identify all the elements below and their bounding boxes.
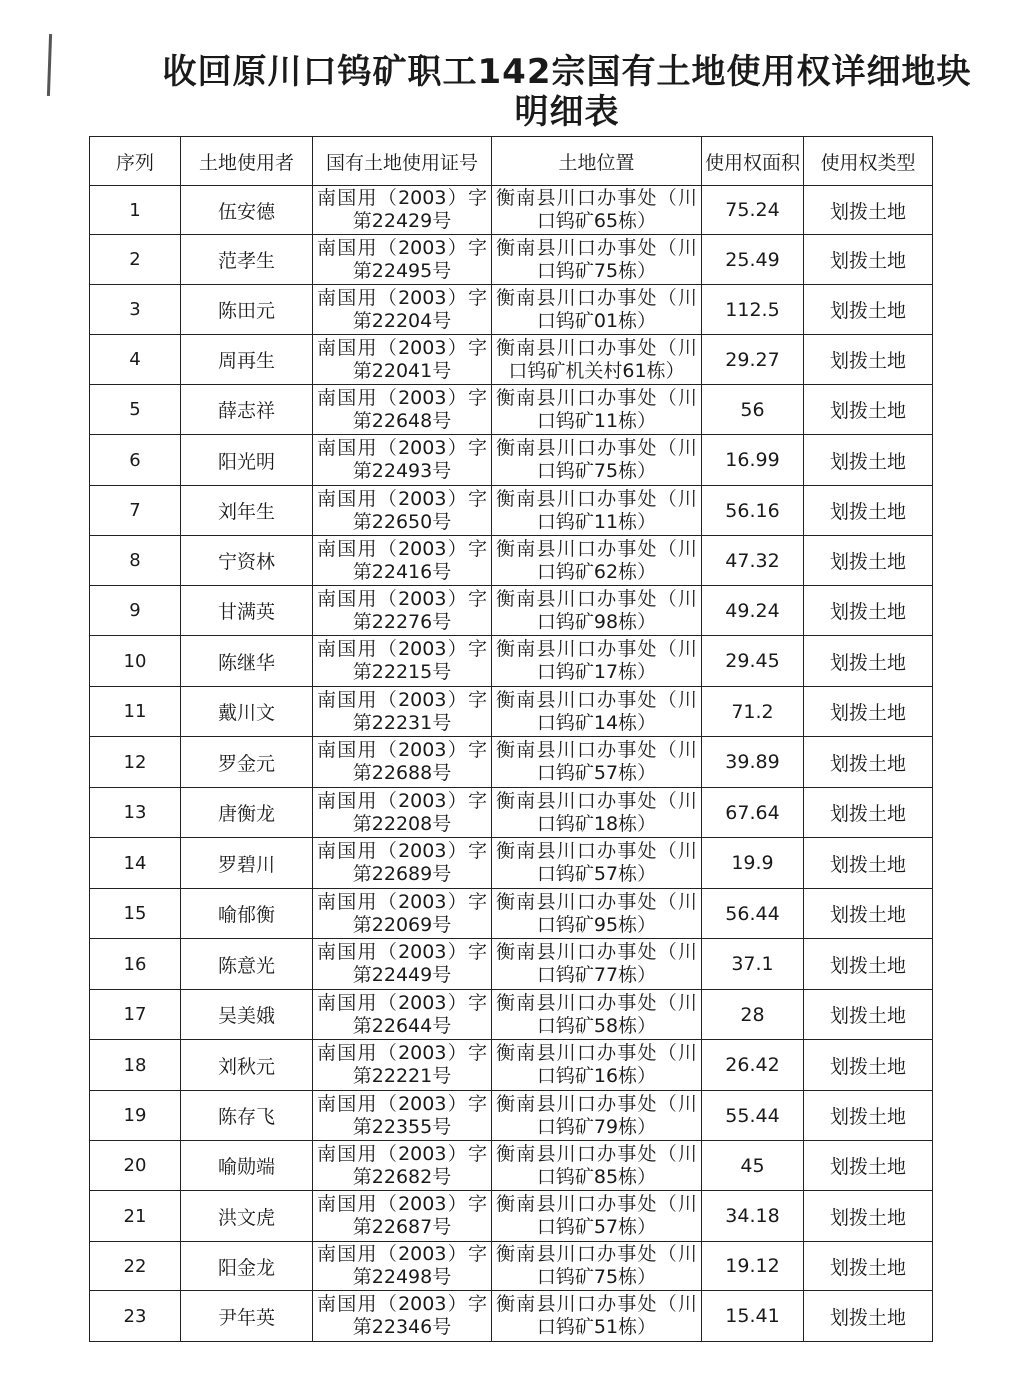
cell-user: 范孝生	[181, 235, 313, 285]
table-row	[90, 486, 933, 536]
cell-user: 陈意光	[181, 939, 313, 990]
location-line-2: 口钨矿75栋）	[536, 1266, 657, 1288]
location-line-1: 衡南县川口办事处（川	[496, 638, 697, 660]
location-line-2: 口钨矿75栋）	[536, 259, 657, 282]
cell-area: 56	[702, 385, 804, 435]
cell-area: 15.41	[702, 1291, 804, 1342]
cert-line-1: 南国用（2003）字	[317, 991, 487, 1014]
cell-type: 划拨土地	[804, 1040, 933, 1091]
cell-user: 洪文虎	[181, 1191, 313, 1242]
cell-cert	[313, 435, 492, 486]
location-line-2: 口钨矿16栋）	[536, 1065, 657, 1087]
cert-line-1: 南国用（2003）字	[317, 236, 487, 259]
col-header-seq: 序列	[90, 137, 181, 186]
land-table	[89, 136, 933, 1342]
cell-location	[492, 186, 702, 235]
location-line-1: 衡南县川口办事处（川	[496, 991, 697, 1014]
cell-seq: 16	[90, 939, 181, 990]
cell-seq: 22	[90, 1242, 181, 1291]
cell-area: 67.64	[702, 788, 804, 838]
cell-location	[492, 536, 702, 586]
cell-area: 37.1	[702, 939, 804, 990]
cell-user: 陈存飞	[181, 1091, 313, 1141]
location-line-2: 口钨矿57栋）	[536, 762, 657, 784]
table-row	[90, 335, 933, 385]
cert-line-1: 南国用（2003）字	[317, 386, 487, 409]
table-row	[90, 385, 933, 435]
cell-seq: 10	[90, 636, 181, 687]
cell-type: 划拨土地	[804, 186, 933, 235]
cell-location	[492, 435, 702, 486]
cert-line-1: 南国用（2003）字	[317, 1142, 487, 1165]
cell-seq: 2	[90, 235, 181, 285]
cell-location	[492, 737, 702, 788]
table-row	[90, 687, 933, 737]
cell-area: 26.42	[702, 1040, 804, 1091]
location-line-2: 口钨矿75栋）	[536, 460, 657, 482]
cert-line-2: 第22215号	[352, 661, 452, 683]
cell-seq: 12	[90, 737, 181, 788]
cell-user: 刘秋元	[181, 1040, 313, 1091]
cell-location	[492, 1040, 702, 1091]
cell-user: 薛志祥	[181, 385, 313, 435]
cell-cert	[313, 1141, 492, 1191]
location-line-1: 衡南县川口办事处（川	[496, 537, 697, 560]
cell-type: 划拨土地	[804, 889, 933, 939]
cell-location	[492, 385, 702, 435]
table-row	[90, 536, 933, 586]
cell-location	[492, 486, 702, 536]
location-line-2: 口钨矿77栋）	[536, 964, 657, 986]
location-line-2: 口钨矿98栋）	[536, 610, 657, 633]
cell-location	[492, 335, 702, 385]
cell-location	[492, 939, 702, 990]
cell-cert	[313, 1191, 492, 1242]
title-line-2: 明细表	[514, 92, 620, 132]
cert-line-2: 第22495号	[352, 259, 452, 282]
cell-location	[492, 636, 702, 687]
cell-user: 喻勋端	[181, 1141, 313, 1191]
cell-location	[492, 1242, 702, 1291]
table-row	[90, 1040, 933, 1091]
cell-area: 112.5	[702, 285, 804, 335]
cell-user: 周再生	[181, 335, 313, 385]
cert-line-1: 南国用（2003）字	[317, 286, 487, 309]
cell-area: 39.89	[702, 737, 804, 788]
cell-type: 划拨土地	[804, 385, 933, 435]
cell-type: 划拨土地	[804, 536, 933, 586]
cell-area: 75.24	[702, 186, 804, 235]
cell-type: 划拨土地	[804, 285, 933, 335]
location-line-1: 衡南县川口办事处（川	[496, 1092, 697, 1115]
cell-user: 罗金元	[181, 737, 313, 788]
cert-line-2: 第22069号	[352, 913, 452, 936]
cert-line-1: 南国用（2003）字	[317, 941, 487, 963]
cert-line-1: 南国用（2003）字	[317, 187, 487, 209]
cell-user: 吴美娥	[181, 990, 313, 1040]
cell-cert	[313, 285, 492, 335]
table-row	[90, 939, 933, 990]
cert-line-1: 南国用（2003）字	[317, 437, 487, 459]
cell-seq: 11	[90, 687, 181, 737]
cell-seq: 17	[90, 990, 181, 1040]
cell-area: 25.49	[702, 235, 804, 285]
location-line-1: 衡南县川口办事处（川	[496, 487, 697, 510]
cell-cert	[313, 636, 492, 687]
table-row	[90, 737, 933, 788]
cell-user: 陈继华	[181, 636, 313, 687]
cell-cert	[313, 788, 492, 838]
cert-line-1: 南国用（2003）字	[317, 336, 487, 359]
cell-location	[492, 285, 702, 335]
table-row	[90, 435, 933, 486]
location-line-2: 口钨矿95栋）	[536, 913, 657, 936]
table-row	[90, 1141, 933, 1191]
location-line-1: 衡南县川口办事处（川	[496, 890, 697, 913]
cert-line-1: 南国用（2003）字	[317, 537, 487, 560]
cell-type: 划拨土地	[804, 990, 933, 1040]
cert-line-1: 南国用（2003）字	[317, 1293, 487, 1315]
cell-user: 罗碧川	[181, 838, 313, 889]
cert-line-1: 南国用（2003）字	[317, 688, 487, 711]
cert-line-1: 南国用（2003）字	[317, 890, 487, 913]
cell-area: 49.24	[702, 586, 804, 636]
table-row	[90, 285, 933, 335]
cell-location	[492, 1091, 702, 1141]
cell-area: 29.45	[702, 636, 804, 687]
cell-area: 29.27	[702, 335, 804, 385]
cell-cert	[313, 838, 492, 889]
cert-line-1: 南国用（2003）字	[317, 789, 487, 812]
cell-type: 划拨土地	[804, 1091, 933, 1141]
cell-type: 划拨土地	[804, 838, 933, 889]
cell-user: 喻郁衡	[181, 889, 313, 939]
cell-user: 唐衡龙	[181, 788, 313, 838]
cell-user: 尹年英	[181, 1291, 313, 1342]
location-line-1: 衡南县川口办事处（川	[496, 1293, 697, 1315]
location-line-1: 衡南县川口办事处（川	[496, 236, 697, 259]
cert-line-1: 南国用（2003）字	[317, 587, 487, 610]
cell-cert	[313, 586, 492, 636]
cell-location	[492, 838, 702, 889]
cell-seq: 14	[90, 838, 181, 889]
cell-cert	[313, 1091, 492, 1141]
location-line-1: 衡南县川口办事处（川	[496, 941, 697, 963]
cert-line-2: 第22682号	[352, 1165, 452, 1188]
location-line-2: 口钨矿57栋）	[536, 1216, 657, 1238]
cert-line-1: 南国用（2003）字	[317, 1193, 487, 1215]
cell-location	[492, 1191, 702, 1242]
cert-line-1: 南国用（2003）字	[317, 638, 487, 660]
cell-type: 划拨土地	[804, 737, 933, 788]
cell-type: 划拨土地	[804, 636, 933, 687]
location-line-2: 口钨矿57栋）	[536, 863, 657, 885]
location-line-1: 衡南县川口办事处（川	[496, 336, 697, 359]
cert-line-1: 南国用（2003）字	[317, 1042, 487, 1064]
cert-line-1: 南国用（2003）字	[317, 840, 487, 862]
table-row	[90, 1242, 933, 1291]
location-line-1: 衡南县川口办事处（川	[496, 1243, 697, 1265]
cell-type: 划拨土地	[804, 586, 933, 636]
cell-type: 划拨土地	[804, 486, 933, 536]
cell-user: 阳光明	[181, 435, 313, 486]
cell-area: 19.9	[702, 838, 804, 889]
table-header-row	[90, 137, 933, 186]
cell-type: 划拨土地	[804, 1291, 933, 1342]
cell-cert	[313, 1040, 492, 1091]
cert-line-2: 第22498号	[352, 1266, 452, 1288]
cell-seq: 3	[90, 285, 181, 335]
cell-location	[492, 889, 702, 939]
cert-line-1: 南国用（2003）字	[317, 739, 487, 761]
cell-seq: 4	[90, 335, 181, 385]
cert-line-1: 南国用（2003）字	[317, 1092, 487, 1115]
location-line-2: 口钨矿17栋）	[536, 661, 657, 683]
location-line-1: 衡南县川口办事处（川	[496, 1042, 697, 1064]
table-row	[90, 186, 933, 235]
location-line-2: 口钨矿机关村61栋）	[508, 359, 685, 382]
cell-seq: 13	[90, 788, 181, 838]
location-line-2: 口钨矿79栋）	[536, 1115, 657, 1138]
cell-user: 刘年生	[181, 486, 313, 536]
cell-seq: 7	[90, 486, 181, 536]
location-line-2: 口钨矿58栋）	[536, 1014, 657, 1037]
cert-line-2: 第22493号	[352, 460, 452, 482]
col-header-area: 使用权面积	[702, 137, 804, 186]
cell-user: 戴川文	[181, 687, 313, 737]
col-header-location: 土地位置	[492, 137, 702, 186]
cert-line-2: 第22648号	[352, 409, 452, 432]
cell-location	[492, 1291, 702, 1342]
cell-seq: 8	[90, 536, 181, 586]
table-row	[90, 1091, 933, 1141]
cell-seq: 1	[90, 186, 181, 235]
cell-cert	[313, 889, 492, 939]
cert-line-2: 第22416号	[352, 560, 452, 583]
cell-area: 19.12	[702, 1242, 804, 1291]
cell-cert	[313, 335, 492, 385]
margin-mark	[47, 34, 52, 96]
cell-area: 56.16	[702, 486, 804, 536]
cell-cert	[313, 536, 492, 586]
cert-line-1: 南国用（2003）字	[317, 487, 487, 510]
location-line-1: 衡南县川口办事处（川	[496, 688, 697, 711]
cell-user: 伍安德	[181, 186, 313, 235]
cell-location	[492, 235, 702, 285]
location-line-1: 衡南县川口办事处（川	[496, 587, 697, 610]
cell-location	[492, 1141, 702, 1191]
cert-line-2: 第22208号	[352, 812, 452, 835]
cell-type: 划拨土地	[804, 235, 933, 285]
cell-seq: 19	[90, 1091, 181, 1141]
cell-type: 划拨土地	[804, 1191, 933, 1242]
cert-line-2: 第22231号	[352, 711, 452, 734]
cert-line-2: 第22429号	[352, 210, 452, 232]
col-header-cert: 国有土地使用证号	[313, 137, 492, 186]
location-line-1: 衡南县川口办事处（川	[496, 286, 697, 309]
cell-type: 划拨土地	[804, 687, 933, 737]
cell-type: 划拨土地	[804, 435, 933, 486]
cert-line-2: 第22041号	[352, 359, 452, 382]
title-line-1: 收回原川口钨矿职工142宗国有土地使用权详细地块	[162, 52, 972, 92]
cell-seq: 5	[90, 385, 181, 435]
cert-line-2: 第22689号	[352, 863, 452, 885]
cell-location	[492, 586, 702, 636]
cell-area: 28	[702, 990, 804, 1040]
location-line-2: 口钨矿01栋）	[536, 309, 657, 332]
location-line-2: 口钨矿85栋）	[536, 1165, 657, 1188]
cell-user: 阳金龙	[181, 1242, 313, 1291]
cert-line-1: 南国用（2003）字	[317, 1243, 487, 1265]
cert-line-2: 第22346号	[352, 1316, 452, 1338]
location-line-2: 口钨矿18栋）	[536, 812, 657, 835]
cert-line-2: 第22650号	[352, 510, 452, 533]
location-line-1: 衡南县川口办事处（川	[496, 386, 697, 409]
table-row	[90, 586, 933, 636]
cert-line-2: 第22221号	[352, 1065, 452, 1087]
location-line-1: 衡南县川口办事处（川	[496, 437, 697, 459]
cell-type: 划拨土地	[804, 788, 933, 838]
cell-cert	[313, 385, 492, 435]
location-line-1: 衡南县川口办事处（川	[496, 187, 697, 209]
cell-cert	[313, 486, 492, 536]
table-row	[90, 889, 933, 939]
cell-user: 陈田元	[181, 285, 313, 335]
cell-cert	[313, 737, 492, 788]
cell-location	[492, 687, 702, 737]
cell-cert	[313, 939, 492, 990]
table-row	[90, 235, 933, 285]
cell-area: 56.44	[702, 889, 804, 939]
cell-user: 宁资林	[181, 536, 313, 586]
cell-seq: 20	[90, 1141, 181, 1191]
col-header-type: 使用权类型	[804, 137, 933, 186]
cell-cert	[313, 1242, 492, 1291]
cell-user: 甘满英	[181, 586, 313, 636]
cell-cert	[313, 1291, 492, 1342]
location-line-2: 口钨矿65栋）	[536, 210, 657, 232]
location-line-1: 衡南县川口办事处（川	[496, 1193, 697, 1215]
location-line-2: 口钨矿11栋）	[536, 510, 657, 533]
table-row	[90, 838, 933, 889]
cell-type: 划拨土地	[804, 1242, 933, 1291]
cell-cert	[313, 186, 492, 235]
table-row	[90, 1291, 933, 1342]
cert-line-2: 第22355号	[352, 1115, 452, 1138]
cert-line-2: 第22687号	[352, 1216, 452, 1238]
table-row	[90, 636, 933, 687]
cert-line-2: 第22276号	[352, 610, 452, 633]
cell-seq: 23	[90, 1291, 181, 1342]
location-line-1: 衡南县川口办事处（川	[496, 840, 697, 862]
cell-type: 划拨土地	[804, 335, 933, 385]
col-header-user: 土地使用者	[181, 137, 313, 186]
cell-cert	[313, 687, 492, 737]
location-line-1: 衡南县川口办事处（川	[496, 789, 697, 812]
table-row	[90, 990, 933, 1040]
location-line-2: 口钨矿51栋）	[536, 1316, 657, 1338]
cert-line-2: 第22204号	[352, 309, 452, 332]
cert-line-2: 第22449号	[352, 964, 452, 986]
cell-seq: 15	[90, 889, 181, 939]
table-row	[90, 788, 933, 838]
cell-area: 55.44	[702, 1091, 804, 1141]
location-line-1: 衡南县川口办事处（川	[496, 1142, 697, 1165]
cell-area: 45	[702, 1141, 804, 1191]
cell-area: 47.32	[702, 536, 804, 586]
cell-location	[492, 990, 702, 1040]
cell-seq: 18	[90, 1040, 181, 1091]
cell-cert	[313, 990, 492, 1040]
location-line-1: 衡南县川口办事处（川	[496, 739, 697, 761]
cell-seq: 9	[90, 586, 181, 636]
table-body	[90, 186, 933, 1342]
cell-seq: 6	[90, 435, 181, 486]
location-line-2: 口钨矿62栋）	[536, 560, 657, 583]
table-row	[90, 1191, 933, 1242]
cert-line-2: 第22644号	[352, 1014, 452, 1037]
location-line-2: 口钨矿14栋）	[536, 711, 657, 734]
cell-type: 划拨土地	[804, 1141, 933, 1191]
cert-line-2: 第22688号	[352, 762, 452, 784]
cell-type: 划拨土地	[804, 939, 933, 990]
cell-seq: 21	[90, 1191, 181, 1242]
location-line-2: 口钨矿11栋）	[536, 409, 657, 432]
cell-cert	[313, 235, 492, 285]
page-title	[60, 52, 1004, 132]
cell-area: 71.2	[702, 687, 804, 737]
cell-area: 16.99	[702, 435, 804, 486]
cell-area: 34.18	[702, 1191, 804, 1242]
cell-location	[492, 788, 702, 838]
